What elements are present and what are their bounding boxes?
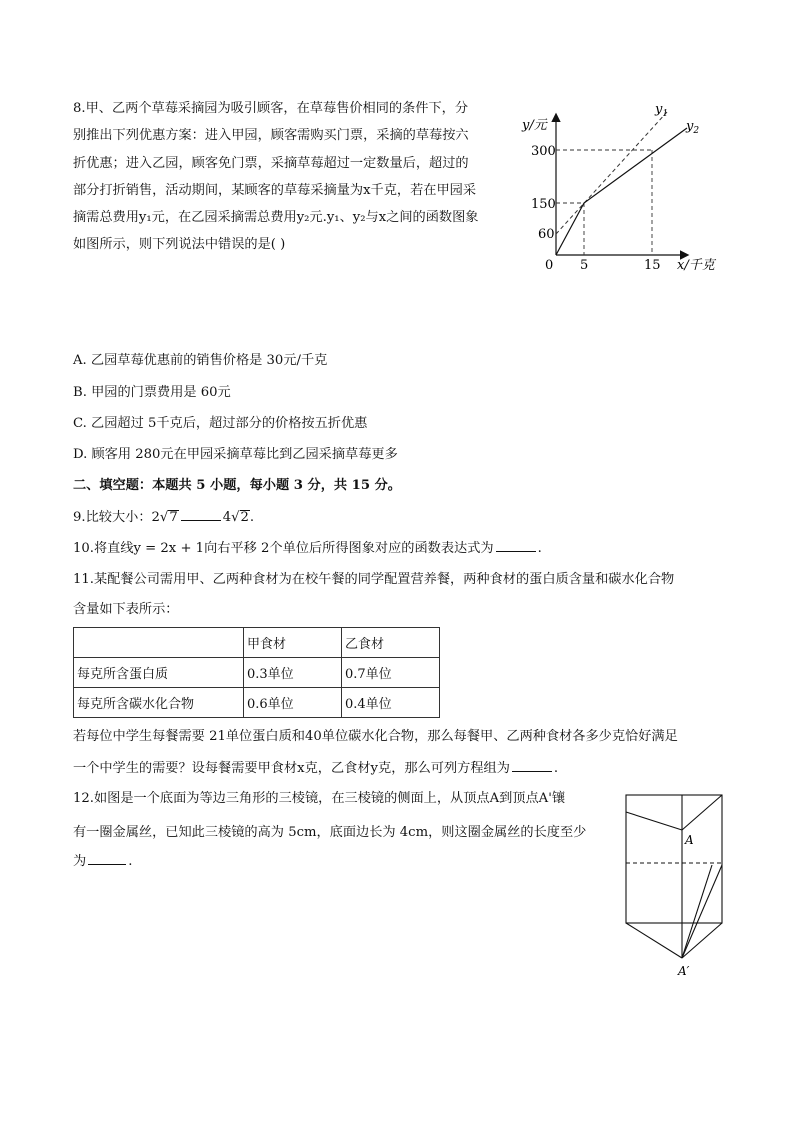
q12-line-1: 12.如图是一个底面为等边三角形的三棱镜，在三棱镜的侧面上，从顶点A到顶点A'镶 <box>73 791 566 806</box>
q11-blank <box>512 759 552 772</box>
x-axis-label: x/千克 <box>677 258 715 273</box>
label-a: A <box>685 833 694 847</box>
wire-segment-1 <box>626 812 682 830</box>
q11-line-3: 若每位中学生每餐需要 21单位蛋白质和40单位碳水化合物，那么每餐甲、乙两种食材各多少克恰好满足 <box>73 729 678 744</box>
table-row <box>74 658 440 688</box>
q8-option-d: D. 顾客用 280元在甲园采摘草莓比到乙园采摘草莓更多 <box>73 447 398 462</box>
prism-outline <box>626 795 722 923</box>
q12-blank <box>88 852 126 865</box>
table-row <box>74 688 440 718</box>
q8-line-2: 别推出下列优惠方案：进入甲园，顾客需购买门票，采摘的草莓按六 <box>73 128 469 143</box>
origin-label: 0 <box>545 258 554 273</box>
q9-suffix: . <box>249 510 255 525</box>
wire-segment-4 <box>682 865 712 958</box>
section-2-heading: 二、填空题：本题共 5 小题，每小题 3 分，共 15 分。 <box>73 478 401 493</box>
y-tick-300: 300 <box>531 144 556 159</box>
q8-function-graph <box>512 95 732 280</box>
nutrition-table <box>73 627 440 718</box>
label-a-prime: A′ <box>678 964 690 978</box>
q9-middle: 4 <box>222 510 232 525</box>
q8-line-5: 摘需总费用y₁元，在乙园采摘需总费用y₂元.y₁、y₂与x之间的函数图象 <box>73 210 479 225</box>
q12-line-2: 有一圈金属丝，已知此三棱镜的高为 5cm，底面边长为 4cm，则这圈金属丝的长度至少 <box>73 825 587 840</box>
q10 <box>73 539 542 558</box>
q8-line-6: 如图所示，则下列说法中错误的是( ) <box>73 237 286 252</box>
table-cell: 甲食材 <box>244 628 342 658</box>
y-tick-150: 150 <box>531 197 556 212</box>
q11-suffix: . <box>553 761 559 776</box>
q8-line-1: 8.甲、乙两个草莓采摘园为吸引顾客，在草莓售价相同的条件下，分 <box>73 101 469 116</box>
y-axis-label: y/元 <box>522 118 547 133</box>
q11-line-2: 含量如下表所示： <box>73 602 179 617</box>
table-cell: 0.7单位 <box>342 658 440 688</box>
y-tick-60: 60 <box>538 227 555 242</box>
table-cell: 每克所含蛋白质 <box>74 658 244 688</box>
x-tick-5: 5 <box>580 258 589 273</box>
q12-line-3 <box>73 852 132 871</box>
table-cell: 每克所含碳水化合物 <box>74 688 244 718</box>
q9: 9.比较大小：2√7 4√2. <box>73 510 255 525</box>
line-y1 <box>556 112 667 234</box>
line-y2 <box>556 128 687 255</box>
line-y2-label: $y_2$ <box>686 119 700 136</box>
q10-text: 10.将直线y = 2x + 1向右平移 2个单位后所得图象对应的函数表达式为 <box>73 541 494 556</box>
q8-line-3: 折优惠；进入乙园，顾客免门票，采摘草莓超过一定数量后，超过的 <box>73 156 469 171</box>
q11-line-4 <box>73 759 558 778</box>
q10-blank <box>496 539 536 552</box>
q10-suffix: . <box>537 541 542 556</box>
prism-figure <box>620 790 730 985</box>
q8-option-c: C. 乙园超过 5千克后，超过部分的价格按五折优惠 <box>73 416 368 431</box>
wire-segment-2 <box>682 795 722 830</box>
table-cell: 0.4单位 <box>342 688 440 718</box>
q11-line-4-text: 一个中学生的需要？设每餐需要甲食材x克，乙食材y克，那么可列方程组为 <box>73 761 510 776</box>
prism-bottom-left-edge <box>626 923 682 958</box>
q12-suffix: . <box>128 854 133 869</box>
q12-line-3-text: 为 <box>73 854 87 869</box>
table-cell <box>74 628 244 658</box>
line-y1-label: $y_1$ <box>655 102 669 119</box>
table-cell: 乙食材 <box>342 628 440 658</box>
wire-segment-3 <box>682 865 722 958</box>
q11-line-1: 11.某配餐公司需用甲、乙两种食材为在校午餐的同学配置营养餐，两种食材的蛋白质含量和碳水化合物 <box>73 572 675 587</box>
x-tick-15: 15 <box>644 258 661 273</box>
q8-option-b: B. 甲园的门票费用是 60元 <box>73 385 231 400</box>
q8-line-4: 部分打折销售，活动期间，某顾客的草莓采摘量为x千克，若在甲园采 <box>73 183 477 198</box>
q9-blank <box>181 508 221 521</box>
table-cell: 0.6单位 <box>244 688 342 718</box>
q9-radicand-2: 2 <box>240 510 249 525</box>
q8-option-a: A. 乙园草莓优惠前的销售价格是 30元/千克 <box>73 353 328 368</box>
q9-radicand-1: 7 <box>169 510 178 525</box>
table-cell: 0.3单位 <box>244 658 342 688</box>
q9-prefix: 9.比较大小：2 <box>73 510 160 525</box>
table-header-row <box>74 628 440 658</box>
